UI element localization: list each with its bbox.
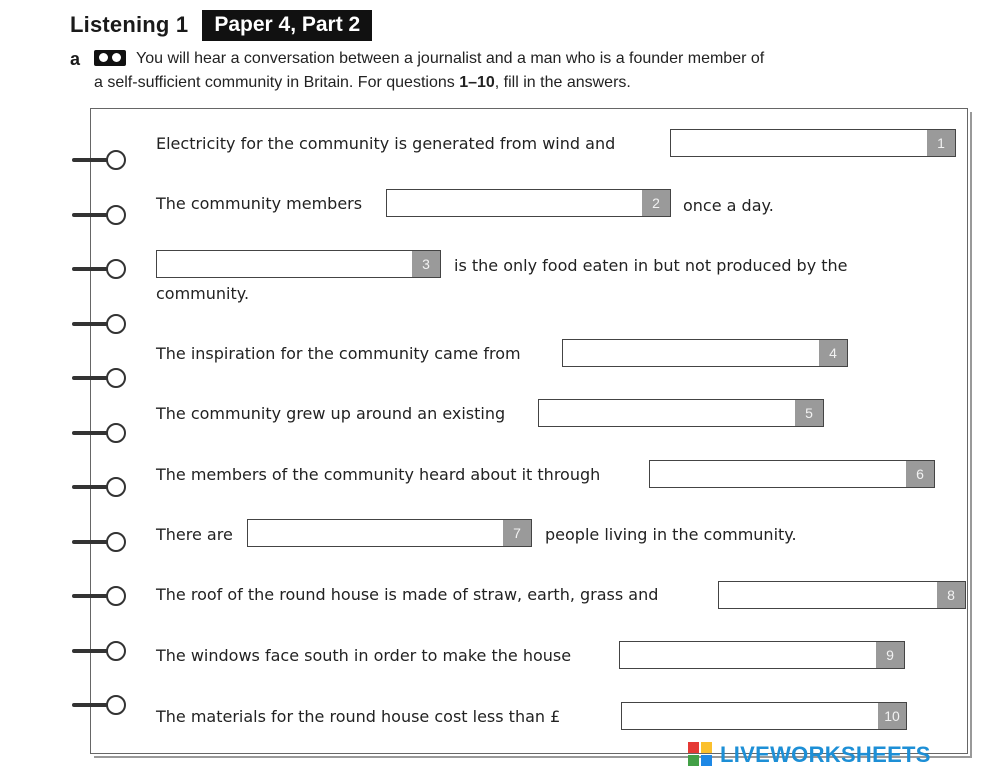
question-number-badge: 4: [819, 340, 847, 366]
liveworksheets-watermark: [688, 742, 931, 768]
question-6-text: The members of the community heard about it through: [156, 465, 601, 484]
question-number-badge: 3: [412, 251, 440, 277]
question-number-badge: 10: [878, 703, 906, 729]
question-5-text: The community grew up around an existing: [156, 404, 506, 423]
question-2-suffix: once a day.: [683, 196, 774, 215]
instruction-text: a self-sufficient community in Britain. For questions: [94, 74, 460, 91]
question-number-badge: 7: [503, 520, 531, 546]
question-number-badge: 2: [642, 190, 670, 216]
question-1-text: Electricity for the community is generated from wind and: [156, 134, 616, 153]
spiral-ring-icon: [72, 368, 128, 388]
spiral-ring-icon: [72, 423, 128, 443]
answer-input-6[interactable]: [650, 461, 904, 487]
question-3-suffix-line2: community.: [156, 284, 250, 303]
question-3-suffix: is the only food eaten in but not produced by the: [454, 256, 848, 275]
question-4-text: The inspiration for the community came from: [156, 344, 521, 363]
spiral-ring-icon: [72, 586, 128, 606]
question-number-badge: 5: [795, 400, 823, 426]
answer-input-7[interactable]: [248, 520, 501, 546]
answer-input-3[interactable]: [157, 251, 410, 277]
answer-box-3[interactable]: [156, 250, 441, 278]
section-title: Listening 1: [70, 12, 189, 37]
instruction-line-2: [94, 74, 631, 92]
question-range: 1–10: [459, 74, 495, 91]
question-number-badge: 8: [937, 582, 965, 608]
question-9-text: The windows face south in order to make the house: [156, 646, 572, 665]
spiral-ring-icon: [72, 641, 128, 661]
answer-box-2[interactable]: [386, 189, 671, 217]
instruction-line-1: You will hear a conversation between a journalist and a man who is a founder member of: [136, 50, 765, 67]
answer-box-9[interactable]: [619, 641, 905, 669]
answer-box-10[interactable]: [621, 702, 907, 730]
answer-input-10[interactable]: [622, 703, 876, 729]
question-8-text: The roof of the round house is made of straw, earth, grass and: [156, 585, 659, 604]
question-10-text: The materials for the round house cost less than £: [156, 707, 561, 726]
answer-input-1[interactable]: [671, 130, 925, 156]
spiral-ring-icon: [72, 532, 128, 552]
paper-badge: Paper 4, Part 2: [202, 10, 372, 41]
answer-box-8[interactable]: [718, 581, 966, 609]
instruction-letter: a: [70, 49, 81, 69]
answer-box-6[interactable]: [649, 460, 935, 488]
question-number-badge: 9: [876, 642, 904, 668]
liveworksheets-logo-icon: [688, 742, 714, 768]
spiral-ring-icon: [72, 695, 128, 715]
answer-input-2[interactable]: [387, 190, 640, 216]
spiral-ring-icon: [72, 205, 128, 225]
question-2-text: The community members: [156, 194, 363, 213]
spiral-ring-icon: [72, 150, 128, 170]
answer-input-9[interactable]: [620, 642, 874, 668]
question-number-badge: 1: [927, 130, 955, 156]
answer-input-4[interactable]: [563, 340, 817, 366]
answer-box-1[interactable]: [670, 129, 956, 157]
answer-box-7[interactable]: [247, 519, 532, 547]
answer-input-5[interactable]: [539, 400, 793, 426]
section-header: [70, 8, 372, 42]
question-7-suffix: people living in the community.: [545, 525, 797, 544]
answer-input-8[interactable]: [719, 582, 935, 608]
spiral-ring-icon: [72, 477, 128, 497]
question-number-badge: 6: [906, 461, 934, 487]
question-7-text: There are: [156, 525, 233, 544]
spiral-ring-icon: [72, 259, 128, 279]
watermark-text: LIVEWORKSHEETS: [720, 742, 931, 767]
spiral-ring-icon: [72, 314, 128, 334]
instruction-text: , fill in the answers.: [494, 74, 631, 91]
answer-box-4[interactable]: [562, 339, 848, 367]
cassette-icon: [94, 50, 126, 66]
answer-box-5[interactable]: [538, 399, 824, 427]
